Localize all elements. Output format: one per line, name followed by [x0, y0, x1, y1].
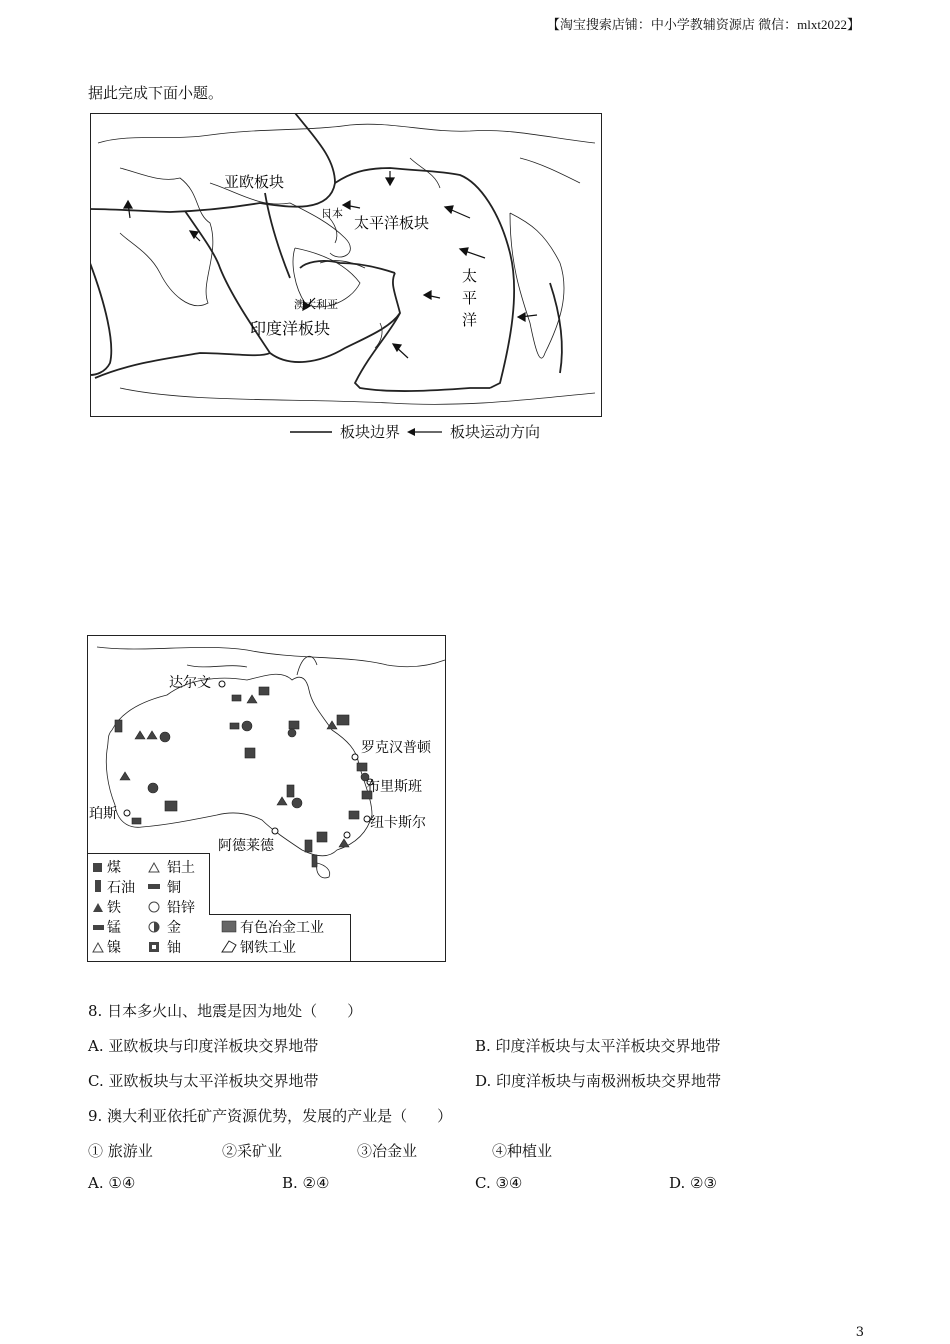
label-pacific-ocean-3: 洋 — [462, 311, 478, 329]
coal-icon — [93, 863, 102, 872]
question-9-stem: 9. 澳大利亚依托矿产资源优势，发展的产业是（ ） — [88, 1107, 453, 1125]
legend-iron: 铁 — [107, 900, 121, 916]
legend-gold: 金 — [167, 920, 181, 936]
arrow-left-icon — [406, 427, 444, 437]
legend-copper: 铜 — [167, 880, 181, 896]
plate-map — [90, 113, 602, 417]
q9-option-c[interactable]: C. ③④ — [475, 1174, 523, 1192]
label-pacific-ocean-2: 平 — [462, 289, 478, 307]
legend-steel: 钢铁工业 — [240, 940, 296, 956]
city-newcastle: 纽卡斯尔 — [370, 815, 426, 831]
leadzinc-icon — [149, 902, 159, 912]
q8-option-c[interactable]: C. 亚欧板块与太平洋板块交界地带 — [88, 1072, 319, 1090]
city-darwin: 达尔文 — [169, 675, 211, 691]
label-pacific-plate: 太平洋板块 — [354, 214, 430, 232]
q9-item-3: ③冶金业 — [357, 1142, 418, 1160]
manganese-icon — [93, 925, 104, 930]
legend-manganese: 锰 — [107, 920, 121, 936]
label-japan: 日本 — [321, 207, 343, 220]
header-banner: 【淘宝搜索店铺：中小学教辅资源店 微信：mlxt2022】 — [546, 17, 860, 32]
legend-leadzinc: 铅锌 — [167, 900, 195, 916]
nonferrous-icon — [222, 921, 236, 932]
q9-option-b[interactable]: B. ②④ — [282, 1174, 330, 1192]
legend-nickel: 镍 — [107, 940, 121, 956]
q9-item-4: ④种植业 — [492, 1142, 553, 1160]
legend-uranium: 铀 — [167, 940, 181, 956]
australia-resource-map — [87, 635, 446, 962]
oil-icon — [95, 880, 101, 892]
legend-boundary: 板块边界 — [340, 423, 401, 441]
intro-text: 据此完成下面小题。 — [88, 84, 224, 102]
label-indian-plate: 印度洋板块 — [250, 319, 331, 338]
boundary-line-symbol — [288, 427, 334, 437]
q9-option-d[interactable]: D. ②③ — [669, 1174, 717, 1192]
q8-option-a[interactable]: A. 亚欧板块与印度洋板块交界地带 — [88, 1037, 319, 1055]
legend-direction: 板块运动方向 — [450, 423, 541, 441]
copper-icon — [148, 884, 160, 889]
label-australia: 澳大利亚 — [294, 298, 338, 311]
legend-oil: 石油 — [107, 880, 135, 896]
label-eurasia-plate: 亚欧板块 — [224, 173, 285, 191]
legend-bauxite: 铝土 — [167, 860, 195, 876]
question-8-stem: 8. 日本多火山、地震是因为地处（ ） — [88, 1002, 363, 1020]
q9-option-a[interactable]: A. ①④ — [88, 1174, 136, 1192]
q8-option-d[interactable]: D. 印度洋板块与南极洲板块交界地带 — [475, 1072, 722, 1090]
legend-nonferrous: 有色冶金工业 — [240, 920, 324, 936]
city-rockhampton: 罗克汉普顿 — [361, 740, 431, 756]
page-number: 3 — [855, 1325, 864, 1340]
q9-item-1: ① 旅游业 — [88, 1142, 153, 1160]
q8-option-b[interactable]: B. 印度洋板块与太平洋板块交界地带 — [475, 1037, 721, 1055]
label-pacific-ocean-1: 太 — [462, 267, 478, 285]
plate-map-legend — [288, 421, 540, 442]
legend-coal: 煤 — [107, 860, 121, 876]
city-brisbane: 布里斯班 — [366, 779, 422, 795]
city-perth: 珀斯 — [89, 806, 117, 822]
city-adelaide: 阿德莱德 — [218, 838, 274, 854]
q9-item-2: ②采矿业 — [222, 1142, 283, 1160]
